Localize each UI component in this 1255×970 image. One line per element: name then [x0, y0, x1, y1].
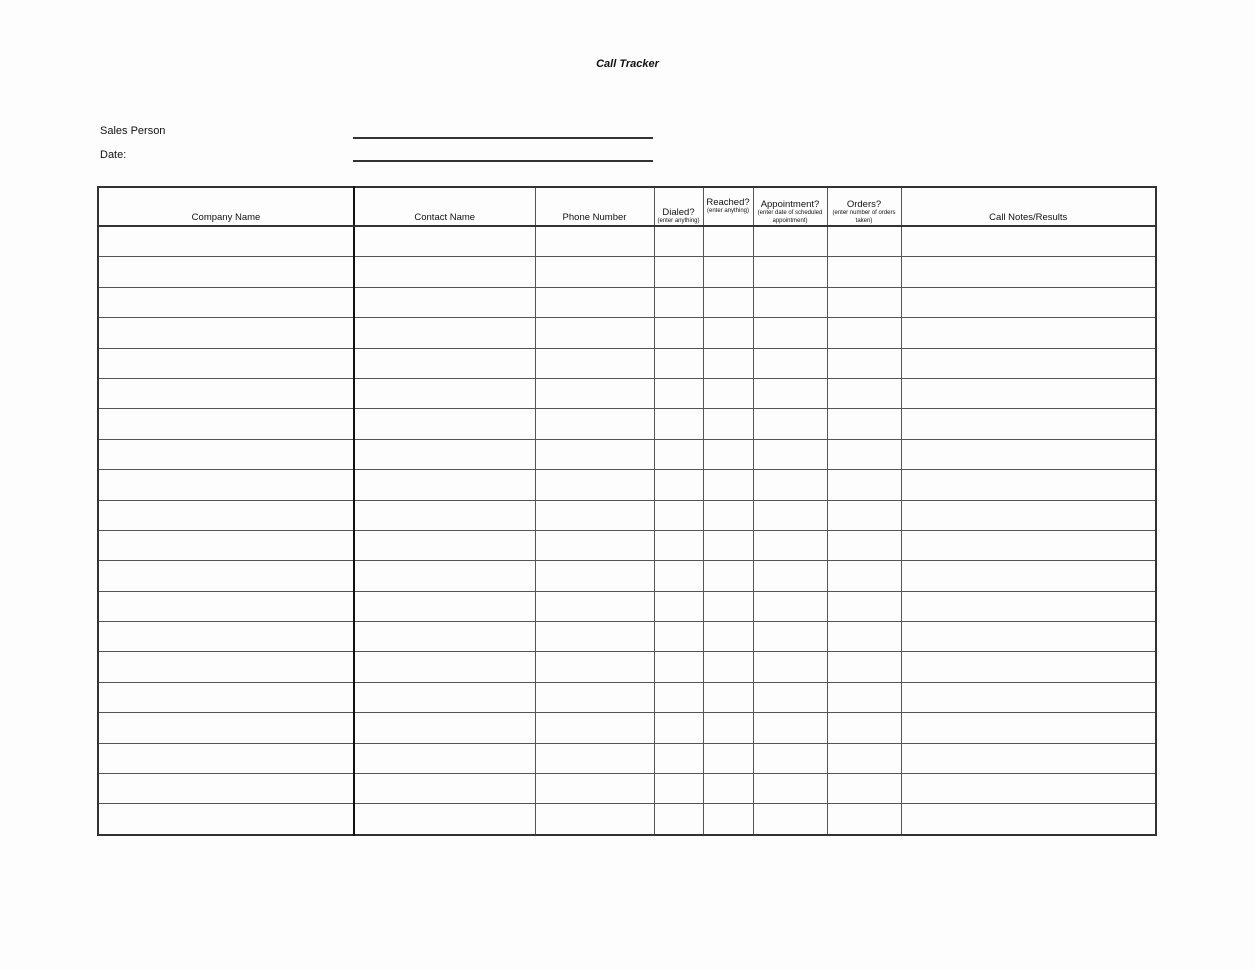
- cell-contact[interactable]: [354, 226, 535, 257]
- cell-phone[interactable]: [535, 257, 654, 287]
- cell-dialed[interactable]: [654, 652, 703, 682]
- cell-dialed[interactable]: [654, 682, 703, 712]
- cell-phone[interactable]: [535, 287, 654, 317]
- table-row: [98, 530, 1156, 560]
- cell-reached[interactable]: [703, 500, 753, 530]
- cell-notes[interactable]: [901, 470, 1156, 500]
- cell-phone[interactable]: [535, 682, 654, 712]
- cell-orders[interactable]: [827, 652, 901, 682]
- cell-reached[interactable]: [703, 257, 753, 287]
- call-tracker-table: [97, 186, 1157, 836]
- cell-contact[interactable]: [354, 743, 535, 773]
- header-row: [98, 187, 1156, 226]
- cell-dialed[interactable]: [654, 500, 703, 530]
- cell-dialed[interactable]: [654, 257, 703, 287]
- cell-appointment[interactable]: [753, 713, 827, 743]
- cell-dialed[interactable]: [654, 804, 703, 835]
- date-label: Date:: [100, 149, 127, 161]
- cell-contact[interactable]: [354, 378, 535, 408]
- cell-phone[interactable]: [535, 530, 654, 560]
- cell-notes[interactable]: [901, 591, 1156, 621]
- cell-notes[interactable]: [901, 561, 1156, 591]
- cell-dialed[interactable]: [654, 622, 703, 652]
- cell-reached[interactable]: [703, 682, 753, 712]
- cell-company[interactable]: [98, 622, 354, 652]
- cell-contact[interactable]: [354, 561, 535, 591]
- cell-notes[interactable]: [901, 530, 1156, 560]
- cell-phone[interactable]: [535, 500, 654, 530]
- cell-company[interactable]: [98, 439, 354, 469]
- cell-company[interactable]: [98, 348, 354, 378]
- cell-contact[interactable]: [354, 713, 535, 743]
- cell-orders[interactable]: [827, 804, 901, 835]
- cell-appointment[interactable]: [753, 348, 827, 378]
- cell-dialed[interactable]: [654, 348, 703, 378]
- cell-appointment[interactable]: [753, 682, 827, 712]
- header-call-notes: Call Notes/Results: [901, 187, 1156, 226]
- cell-contact[interactable]: [354, 804, 535, 835]
- cell-reached[interactable]: [703, 470, 753, 500]
- table-row: [98, 682, 1156, 712]
- cell-appointment[interactable]: [753, 622, 827, 652]
- cell-phone[interactable]: [535, 743, 654, 773]
- cell-notes[interactable]: [901, 804, 1156, 835]
- cell-reached[interactable]: [703, 622, 753, 652]
- cell-appointment[interactable]: [753, 500, 827, 530]
- cell-notes[interactable]: [901, 378, 1156, 408]
- cell-notes[interactable]: [901, 713, 1156, 743]
- cell-phone[interactable]: [535, 470, 654, 500]
- header-reached: Reached? (enter anything): [703, 187, 753, 226]
- cell-notes[interactable]: [901, 682, 1156, 712]
- header-phone-number: Phone Number: [535, 187, 654, 226]
- cell-appointment[interactable]: [753, 378, 827, 408]
- cell-contact[interactable]: [354, 439, 535, 469]
- cell-company[interactable]: [98, 774, 354, 804]
- table-row: [98, 743, 1156, 773]
- cell-notes[interactable]: [901, 439, 1156, 469]
- cell-reached[interactable]: [703, 652, 753, 682]
- cell-company[interactable]: [98, 318, 354, 348]
- cell-reached[interactable]: [703, 226, 753, 257]
- table-row: [98, 561, 1156, 591]
- cell-notes[interactable]: [901, 287, 1156, 317]
- cell-dialed[interactable]: [654, 591, 703, 621]
- cell-contact[interactable]: [354, 530, 535, 560]
- sales-person-label: Sales Person: [100, 125, 166, 137]
- cell-phone[interactable]: [535, 378, 654, 408]
- cell-appointment[interactable]: [753, 530, 827, 560]
- cell-orders[interactable]: [827, 743, 901, 773]
- cell-appointment[interactable]: [753, 226, 827, 257]
- cell-reached[interactable]: [703, 378, 753, 408]
- cell-dialed[interactable]: [654, 530, 703, 560]
- cell-contact[interactable]: [354, 257, 535, 287]
- table-row: [98, 500, 1156, 530]
- cell-contact[interactable]: [354, 591, 535, 621]
- header-dialed: Dialed? (enter anything): [654, 187, 703, 226]
- cell-orders[interactable]: [827, 378, 901, 408]
- cell-phone[interactable]: [535, 713, 654, 743]
- cell-phone[interactable]: [535, 439, 654, 469]
- table-row: [98, 318, 1156, 348]
- table-row: [98, 804, 1156, 835]
- cell-dialed[interactable]: [654, 409, 703, 439]
- cell-contact[interactable]: [354, 500, 535, 530]
- cell-orders[interactable]: [827, 622, 901, 652]
- cell-company[interactable]: [98, 257, 354, 287]
- table-row: [98, 287, 1156, 317]
- cell-phone[interactable]: [535, 561, 654, 591]
- table-row: [98, 652, 1156, 682]
- table-row: [98, 348, 1156, 378]
- cell-notes[interactable]: [901, 348, 1156, 378]
- cell-dialed[interactable]: [654, 439, 703, 469]
- cell-notes[interactable]: [901, 318, 1156, 348]
- cell-company[interactable]: [98, 500, 354, 530]
- cell-reached[interactable]: [703, 591, 753, 621]
- cell-appointment[interactable]: [753, 804, 827, 835]
- cell-notes[interactable]: [901, 500, 1156, 530]
- cell-contact[interactable]: [354, 682, 535, 712]
- cell-phone[interactable]: [535, 774, 654, 804]
- cell-notes[interactable]: [901, 622, 1156, 652]
- cell-appointment[interactable]: [753, 652, 827, 682]
- cell-orders[interactable]: [827, 774, 901, 804]
- cell-company[interactable]: [98, 378, 354, 408]
- cell-company[interactable]: [98, 652, 354, 682]
- cell-company[interactable]: [98, 713, 354, 743]
- cell-orders[interactable]: [827, 348, 901, 378]
- cell-orders[interactable]: [827, 561, 901, 591]
- cell-contact[interactable]: [354, 470, 535, 500]
- table-row: [98, 591, 1156, 621]
- table-row: [98, 774, 1156, 804]
- cell-company[interactable]: [98, 470, 354, 500]
- cell-reached[interactable]: [703, 713, 753, 743]
- header-appointment: Appointment? (enter date of scheduled appointment): [753, 187, 827, 226]
- cell-company[interactable]: [98, 743, 354, 773]
- cell-appointment[interactable]: [753, 409, 827, 439]
- date-field[interactable]: [353, 160, 653, 162]
- cell-company[interactable]: [98, 409, 354, 439]
- table-row: [98, 470, 1156, 500]
- sales-person-field[interactable]: [353, 137, 653, 139]
- cell-contact[interactable]: [354, 409, 535, 439]
- cell-reached[interactable]: [703, 348, 753, 378]
- cell-notes[interactable]: [901, 257, 1156, 287]
- cell-appointment[interactable]: [753, 439, 827, 469]
- cell-appointment[interactable]: [753, 561, 827, 591]
- cell-orders[interactable]: [827, 409, 901, 439]
- page-title: Call Tracker: [596, 58, 659, 70]
- cell-orders[interactable]: [827, 257, 901, 287]
- cell-reached[interactable]: [703, 804, 753, 835]
- header-company-name: Company Name: [98, 187, 354, 226]
- table-row: [98, 378, 1156, 408]
- cell-contact[interactable]: [354, 652, 535, 682]
- table-row: [98, 439, 1156, 469]
- cell-orders[interactable]: [827, 530, 901, 560]
- cell-company[interactable]: [98, 561, 354, 591]
- cell-contact[interactable]: [354, 318, 535, 348]
- cell-notes[interactable]: [901, 652, 1156, 682]
- cell-orders[interactable]: [827, 470, 901, 500]
- cell-orders[interactable]: [827, 591, 901, 621]
- cell-company[interactable]: [98, 226, 354, 257]
- cell-appointment[interactable]: [753, 591, 827, 621]
- cell-notes[interactable]: [901, 409, 1156, 439]
- cell-phone[interactable]: [535, 652, 654, 682]
- cell-dialed[interactable]: [654, 378, 703, 408]
- cell-phone[interactable]: [535, 318, 654, 348]
- cell-orders[interactable]: [827, 682, 901, 712]
- table-row: [98, 409, 1156, 439]
- cell-reached[interactable]: [703, 743, 753, 773]
- header-orders: Orders? (enter number of orders taken): [827, 187, 901, 226]
- cell-reached[interactable]: [703, 439, 753, 469]
- cell-dialed[interactable]: [654, 318, 703, 348]
- cell-appointment[interactable]: [753, 470, 827, 500]
- cell-appointment[interactable]: [753, 743, 827, 773]
- cell-notes[interactable]: [901, 774, 1156, 804]
- table-body: [98, 226, 1156, 835]
- table-row: [98, 257, 1156, 287]
- cell-reached[interactable]: [703, 561, 753, 591]
- cell-notes[interactable]: [901, 226, 1156, 257]
- cell-contact[interactable]: [354, 348, 535, 378]
- cell-appointment[interactable]: [753, 318, 827, 348]
- cell-orders[interactable]: [827, 500, 901, 530]
- cell-orders[interactable]: [827, 287, 901, 317]
- cell-reached[interactable]: [703, 318, 753, 348]
- cell-contact[interactable]: [354, 622, 535, 652]
- cell-dialed[interactable]: [654, 470, 703, 500]
- cell-phone[interactable]: [535, 226, 654, 257]
- cell-contact[interactable]: [354, 287, 535, 317]
- cell-phone[interactable]: [535, 622, 654, 652]
- table-row: [98, 622, 1156, 652]
- cell-notes[interactable]: [901, 743, 1156, 773]
- cell-dialed[interactable]: [654, 561, 703, 591]
- cell-reached[interactable]: [703, 287, 753, 317]
- table-row: [98, 713, 1156, 743]
- cell-appointment[interactable]: [753, 287, 827, 317]
- cell-orders[interactable]: [827, 318, 901, 348]
- cell-phone[interactable]: [535, 804, 654, 835]
- cell-reached[interactable]: [703, 774, 753, 804]
- cell-orders[interactable]: [827, 713, 901, 743]
- cell-orders[interactable]: [827, 226, 901, 257]
- cell-dialed[interactable]: [654, 774, 703, 804]
- cell-phone[interactable]: [535, 348, 654, 378]
- cell-phone[interactable]: [535, 591, 654, 621]
- cell-reached[interactable]: [703, 530, 753, 560]
- table-row: [98, 226, 1156, 257]
- cell-company[interactable]: [98, 804, 354, 835]
- cell-dialed[interactable]: [654, 226, 703, 257]
- cell-dialed[interactable]: [654, 713, 703, 743]
- cell-dialed[interactable]: [654, 287, 703, 317]
- cell-orders[interactable]: [827, 439, 901, 469]
- cell-company[interactable]: [98, 591, 354, 621]
- cell-contact[interactable]: [354, 774, 535, 804]
- cell-company[interactable]: [98, 530, 354, 560]
- cell-company[interactable]: [98, 682, 354, 712]
- cell-phone[interactable]: [535, 409, 654, 439]
- cell-appointment[interactable]: [753, 257, 827, 287]
- cell-appointment[interactable]: [753, 774, 827, 804]
- cell-reached[interactable]: [703, 409, 753, 439]
- cell-dialed[interactable]: [654, 743, 703, 773]
- cell-company[interactable]: [98, 287, 354, 317]
- header-contact-name: Contact Name: [354, 187, 535, 226]
